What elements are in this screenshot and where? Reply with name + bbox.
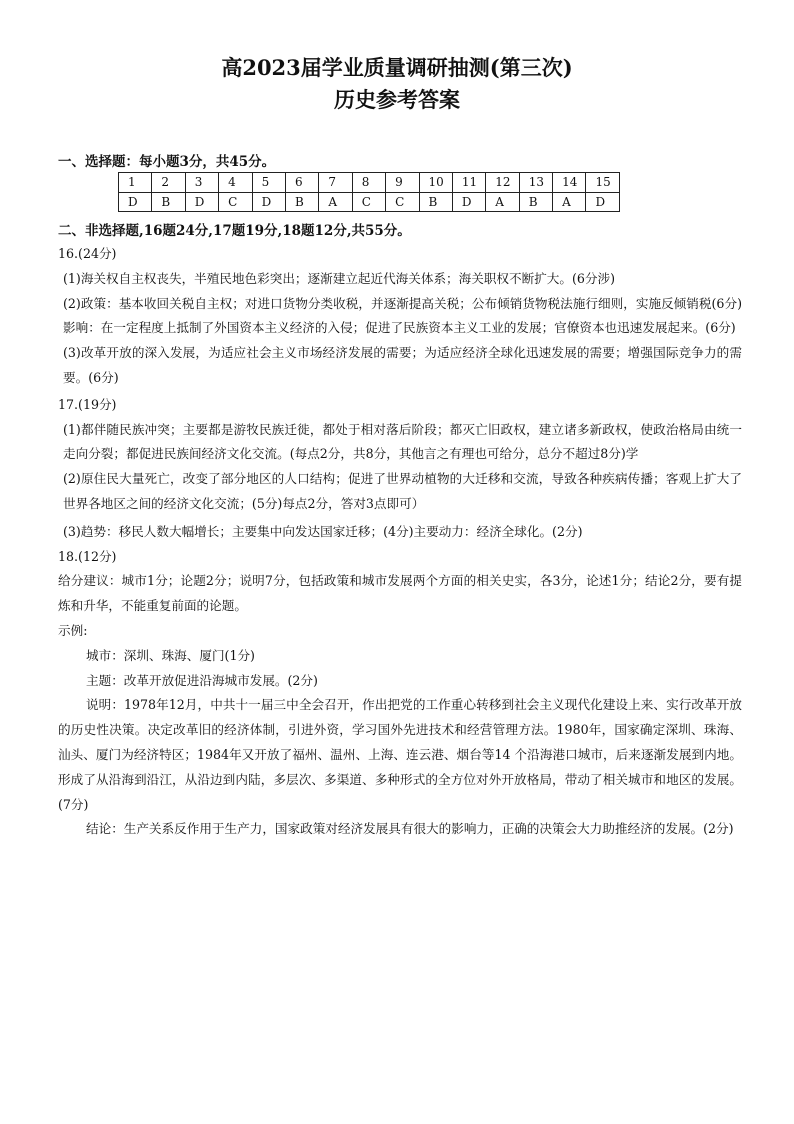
answer-letter: B <box>519 192 552 212</box>
q18-city: 城市：深圳、珠海、厦门(1分) <box>86 647 255 663</box>
answer-letter: C <box>386 192 419 212</box>
multiple-choice-answer-table <box>118 172 620 212</box>
q18-theme: 主题：改革开放促进沿海城市发展。(2分) <box>86 672 318 688</box>
q16-part-2: (2)政策：基本收回关税自主权；对进口货物分类收税，并逐渐提高关税；公布倾销货物税法施行细则，实施反倾销税(6分)影响：在一定程度上抵制了外国资本主义经济的入侵；促进了民族资本主义工业的发展；官僚资本也迅速发展起来。(6分) <box>63 295 742 336</box>
q17-part-1: (1)都伴随民族冲突；主要都是游牧民族迁徙，都处于相对落后阶段；都灭亡旧政权，建立诸多新政权，使政治格局由统一走向分裂；都促进民族间经济文化交流。(每点2分，共8分，其他言之有理也可给分，总分不超过8分)学 <box>63 421 742 462</box>
q18-scoring-advice: 给分建议：城市1分；论题2分；说明7分，包括政策和城市发展两个方面的相关史实，各3分，论述1分；结论2分，要有提炼和升华，不能重复前面的论题。 <box>58 573 742 614</box>
section-2-heading: 二、非选择题,16题24分,17题19分,18题12分,共55分。 <box>58 223 411 239</box>
question-number: 5 <box>252 173 285 193</box>
answer-letter: C <box>219 192 252 212</box>
question-number: 9 <box>386 173 419 193</box>
q17-part-2: (2)原住民大量死亡，改变了部分地区的人口结构；促进了世界动植物的大迁移和交流，导致各种疾病传播；客观上扩大了世界各地区之间的经济文化交流；(5分)每点2分，答对3点即可） <box>63 471 742 511</box>
q16-part-1: (1)海关权自主权丧失，半殖民地色彩突出；逐渐建立起近代海关体系；海关职权不断扩大。(6分涉) <box>63 270 616 286</box>
answer-letter: A <box>319 192 352 212</box>
answer-letter: A <box>486 192 519 212</box>
question-number: 15 <box>586 173 619 193</box>
answers-body <box>58 242 742 842</box>
question-number: 7 <box>319 173 352 193</box>
question-number: 12 <box>486 173 519 193</box>
question-number: 1 <box>119 173 152 193</box>
answer-letter: B <box>419 192 452 212</box>
answer-letter: D <box>119 192 152 212</box>
question-number-row <box>119 173 620 193</box>
section-1-heading: 一、选择题：每小题3分，共45分。 <box>58 154 276 170</box>
question-number: 8 <box>352 173 385 193</box>
answer-letter: D <box>452 192 485 212</box>
q16-heading: 16.(24分) <box>58 246 117 261</box>
q18-example-label: 示例: <box>58 622 88 638</box>
answer-row <box>119 192 620 212</box>
q17-part-3: (3)趋势：移民人数大幅增长；主要集中向发达国家迁移；(4分)主要动力：经济全球化。(2分) <box>63 523 583 539</box>
question-number: 6 <box>285 173 318 193</box>
question-number: 10 <box>419 173 452 193</box>
answer-letter: D <box>586 192 619 212</box>
answer-letter: A <box>553 192 586 212</box>
q16-part-3: (3)改革开放的深入发展，为适应社会主义市场经济发展的需要；为适应经济全球化迅速发展的需要；增强国际竞争力的需要。(6分) <box>63 345 742 385</box>
question-number: 11 <box>452 173 485 193</box>
question-number: 4 <box>219 173 252 193</box>
page-subtitle: 历史参考答案 <box>334 87 460 112</box>
q18-explanation: 说明：1978年12月，中共十一届三中全会召开，作出把党的工作重心转移到社会主义现代化建设上来、实行改革开放的历史性决策。决定改革旧的经济体制，引进外资，学习国外先进技术和经营管理方法。1980年，国家确定深圳、珠海、汕头、厦门为经济特区；1984年又开放了福州、温州、上海、连云港、烟台等14 个沿海港口城市，后来逐渐发展到内地。形成了从沿海到沿江，从沿边到内陆，多层次、多渠道、多种形式的全方位对外开放格局，带动了相关城市和地区的发展。(7分) <box>58 697 742 812</box>
question-number: 14 <box>553 173 586 193</box>
answer-letter: B <box>285 192 318 212</box>
answer-letter: D <box>185 192 218 212</box>
answer-letter: C <box>352 192 385 212</box>
answer-letter: D <box>252 192 285 212</box>
q18-conclusion: 结论：生产关系反作用于生产力，国家政策对经济发展具有很大的影响力，正确的决策会大力助推经济的发展。(2分) <box>86 821 734 837</box>
question-number: 3 <box>185 173 218 193</box>
answer-letter: B <box>152 192 185 212</box>
question-number: 13 <box>519 173 552 193</box>
question-number: 2 <box>152 173 185 193</box>
q18-heading: 18.(12分) <box>58 548 117 564</box>
q17-heading: 17.(19分) <box>58 396 117 412</box>
page-title: 高2023届学业质量调研抽测(第三次) <box>221 55 573 80</box>
